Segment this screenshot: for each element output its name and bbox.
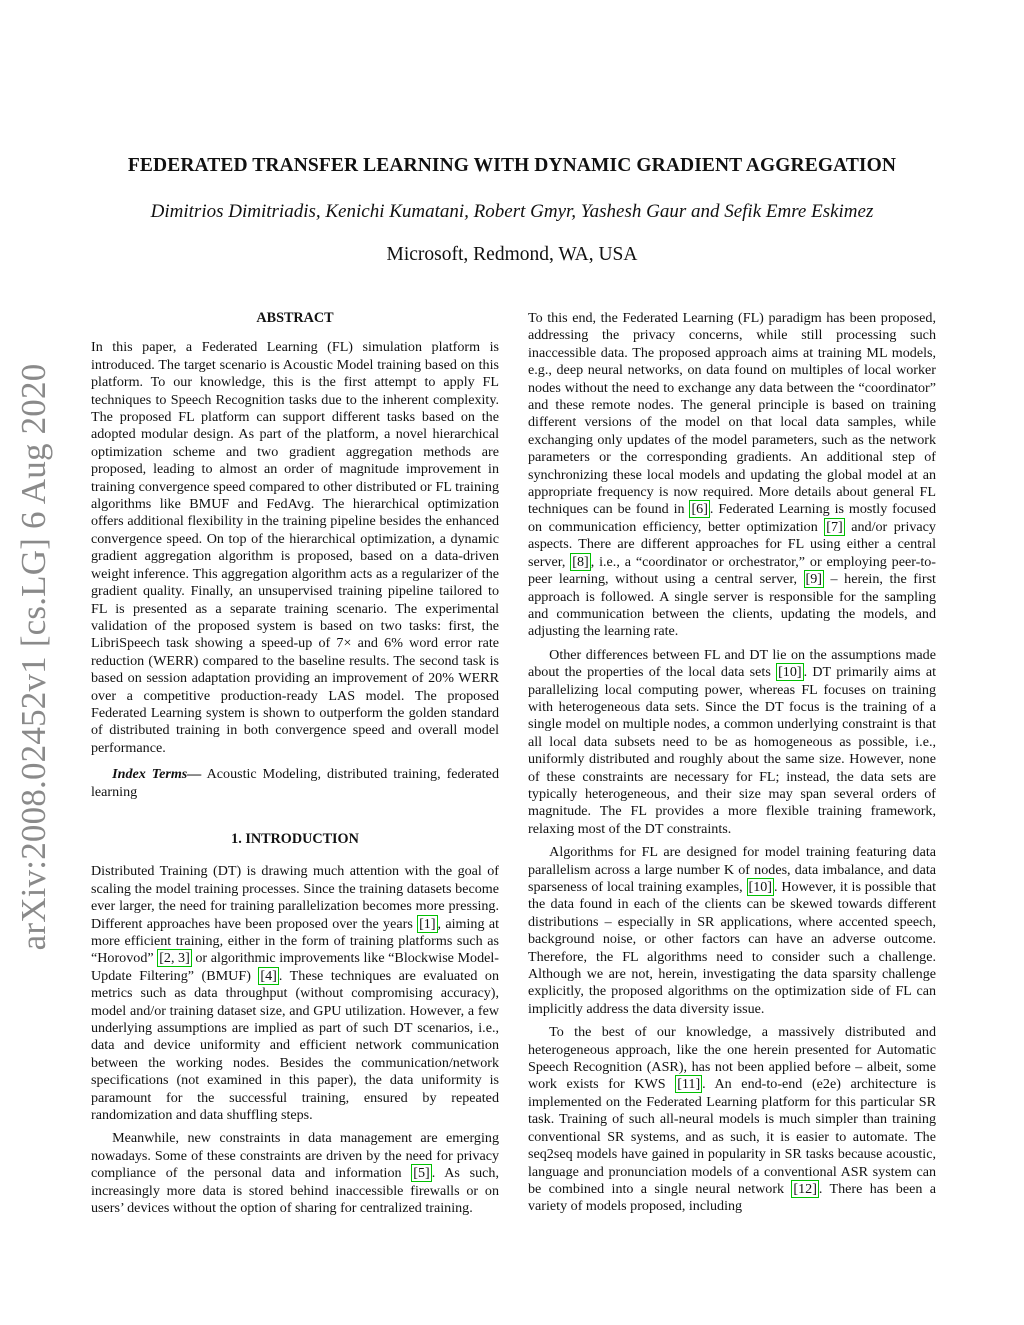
intro-p3-text-d: , i.e., a “coordinator or orchestrator,” or employing peer-to-peer learning, without using a central server, (528, 553, 936, 588)
affiliation: Microsoft, Redmond, WA, USA (386, 244, 638, 265)
intro-p6-text-a: To the best of our knowledge, a massively distributed and heterogeneous approach, like the one herein presented for Automatic Speech Recognition (ASR), has not been applied before – albeit, some work exists for KWS (528, 1024, 936, 1093)
intro-paragraph-2 (91, 1130, 499, 1217)
citation-link[interactable]: [1] (419, 915, 436, 932)
intro-p1-text-a: Distributed Training (DT) is drawing much attention with the goal of scaling the model training processes. Since the training datasets become ever larger, the need for training parallelization becomes more pressing. Different approaches have been proposed over the years (91, 863, 499, 932)
index-terms-label: Index Terms— (112, 766, 202, 783)
index-terms (91, 766, 499, 801)
intro-p3-text-a: To this end, the Federated Learning (FL) paradigm has been proposed, addressing the privacy concerns, while still processing such inaccessible data. The proposed approach aims at training ML models, e.g., deep neural networks, on data found on multiples of local worker nodes without the need to exchange any data between the “coordinator” and these remote nodes. The general principle is based on training different versions of the model on that local data samples, while exchanging only updates of the model parameters, such as the network parameters or the corresponding gradients. An additional step of synchronizing these local models and updating the global model at an appropriate frequency is now required. More details about general FL techniques can be found in (528, 310, 936, 518)
intro-p2-text-a: Meanwhile, new constraints in data management are emerging nowadays. Some of these constraints are driven by the need for privacy compliance of the personal data and information (91, 1130, 499, 1182)
arxiv-sidebar (8, 355, 60, 960)
intro-p1-text-b: , aiming at more efficient training, either in the form of training platforms such as “Horovod” (91, 915, 499, 967)
citation-link[interactable]: [6] (691, 501, 708, 518)
intro-p4-text-b: . DT primarily aims at parallelizing local computing power, whereas FL focuses on training with heterogeneous data sets. Since the DT focus is the training of a single model on multiple nodes, a common underlying constraint is that all local data subsets need to be as homogeneous as possible, i.e., uniformly distributed and roughly about the same size. However, none of these constraints are necessary for FL; instead, the data sets are typically heterogeneous, and their size may span several orders of magnitude. The FL provides a more flexible training framework, relaxing most of the DT constraints. (528, 664, 936, 837)
citation-link[interactable]: [8] (572, 553, 589, 570)
citation-link[interactable]: [2, 3] (159, 950, 190, 967)
intro-paragraph-4 (528, 647, 936, 838)
right-column (528, 310, 936, 1216)
citation-link[interactable]: [11] (677, 1076, 701, 1093)
abstract-text: In this paper, a Federated Learning (FL) simulation platform is introduced. The target scenario is Acoustic Model training based on this platform. To our knowledge, this is the first attempt to apply FL techniques to Speech Recognition tasks due to the inherent complexity. The proposed FL platform can support different tasks based on the adopted modular design. As part of the platform, a novel hierarchical optimization scheme and two gradient aggregation methods are proposed, leading to almost an order of magnitude improvement in training convergence speed compared to other distributed or FL training algorithms like BMUF and FedAvg. The hierarchical optimization offers additional flexibility in the training pipeline besides the enhanced convergence speed. On top of the hierarchical optimization, a dynamic gradient aggregation algorithm is proposed, based on a data-driven weight inference. This aggregation algorithm acts as a regularizer of the gradient quality. Finally, an unsupervised training pipeline tailored to FL is presented as a separate training scenario. The experimental validation of the proposed system is based on two tasks: first, the LibriSpeech task showing a speed-up of 7× and 6% word error rate reduction (WERR) compared to the baseline results. The second task is based on session adaptation providing an improvement of 20% WERR over a competitive production-ready LAS model. The proposed Federated Learning system is shown to outperform the golden standard of distributed training in both convergence speed and overall model performance. (91, 339, 499, 756)
intro-p6-text-b: . An end-to-end (e2e) architecture is implemented on the Federated Learning platform for this particular SR task. Training of such all-neural models is much simpler than training conventional SR systems, and as such, it is easier to automate. The seq2seq models have gained in popularity in SR tasks because acoustic, language and pronunciation models of a conventional ASR system can be combined into a single neural network (528, 1076, 936, 1197)
intro-p1-text-c: or algorithmic improvements like “Blockwise Model-Update Filtering” (BMUF) (91, 950, 499, 984)
arxiv-identifier: arXiv:2008.02452v1 [cs.LG] 6 Aug 2020 (14, 363, 53, 951)
citation-link[interactable]: [9] (805, 571, 822, 588)
citation-link[interactable]: [10] (778, 664, 802, 681)
introduction-heading: 1. INTRODUCTION (231, 830, 359, 847)
intro-p1-text-d: . These techniques are evaluated on metrics such as data throughput (without compromising accuracy), model and/or training dataset size, and GPU utilization. However, a few underlying assumptions are implied as part of such DT scenarios, i.e., data and device uniformity and efficient network communication between the working nodes. Besides the communication/network specifications (not examined in this paper), the data uniformity is paramount for the successful training, ensured by repeated randomization and data shuffling steps. (91, 967, 499, 1124)
intro-paragraph-1 (91, 863, 499, 1124)
intro-p5-text-a: Algorithms for FL are designed for model training featuring data parallelism across a large number K of nodes, data imbalance, and data sparseness of local training examples, (528, 844, 936, 895)
intro-p3-text-c: and/or privacy aspects. There are different approaches for FL using either a central server, (528, 518, 936, 570)
intro-p5-text-b: . However, it is possible that the data found in each of the clients can be skewed towards different distributions – especially in SR applications, where accented speech, background noise, or other factors can have an adverse outcome. Therefore, the FL algorithms need to consider such a challenge. Although we are not, herein, investigating the data sparsity challenge explicitly, the proposed algorithms on the optimization side of FL can implicitly address the data diversity issue. (528, 879, 936, 1017)
intro-p3-text-e: – herein, the first approach is followed. A single server is responsible for the sampling and communication between the clients, updating the models, and adjusting the learning rate. (528, 571, 936, 640)
intro-paragraph-3 (528, 310, 936, 641)
intro-p4-text-a: Other differences between FL and DT lie on the assumptions made about the properties of the local data sets (528, 646, 936, 681)
intro-paragraph-6 (528, 1024, 936, 1215)
intro-p3-text-b: . Federated Learning is mostly focused on communication efficiency, better optimization (528, 501, 936, 535)
intro-p6-text-c: . There has been a variety of models proposed, including (528, 1180, 936, 1215)
paper-title: FEDERATED TRANSFER LEARNING WITH DYNAMIC GRADIENT AGGREGATION (127, 155, 897, 176)
author-list: Dimitrios Dimitriadis, Kenichi Kumatani, Robert Gmyr, Yashesh Gaur and Sefik Emre Eskimez (150, 201, 874, 222)
citation-link[interactable]: [12] (793, 1180, 817, 1197)
abstract-heading: ABSTRACT (256, 310, 334, 326)
intro-paragraph-5 (528, 844, 936, 1018)
left-column (91, 310, 499, 1218)
intro-p2-text-b: . As such, increasingly more data is stored behind inaccessible firewalls or on users’ devices without the option of sharing for centralized training. (91, 1165, 500, 1217)
citation-link[interactable]: [5] (413, 1165, 430, 1182)
index-terms-text: Acoustic Modeling, distributed training, federated learning (91, 766, 499, 800)
citation-link[interactable]: [7] (826, 518, 843, 535)
citation-link[interactable]: [4] (260, 967, 277, 984)
citation-link[interactable]: [10] (748, 879, 772, 895)
